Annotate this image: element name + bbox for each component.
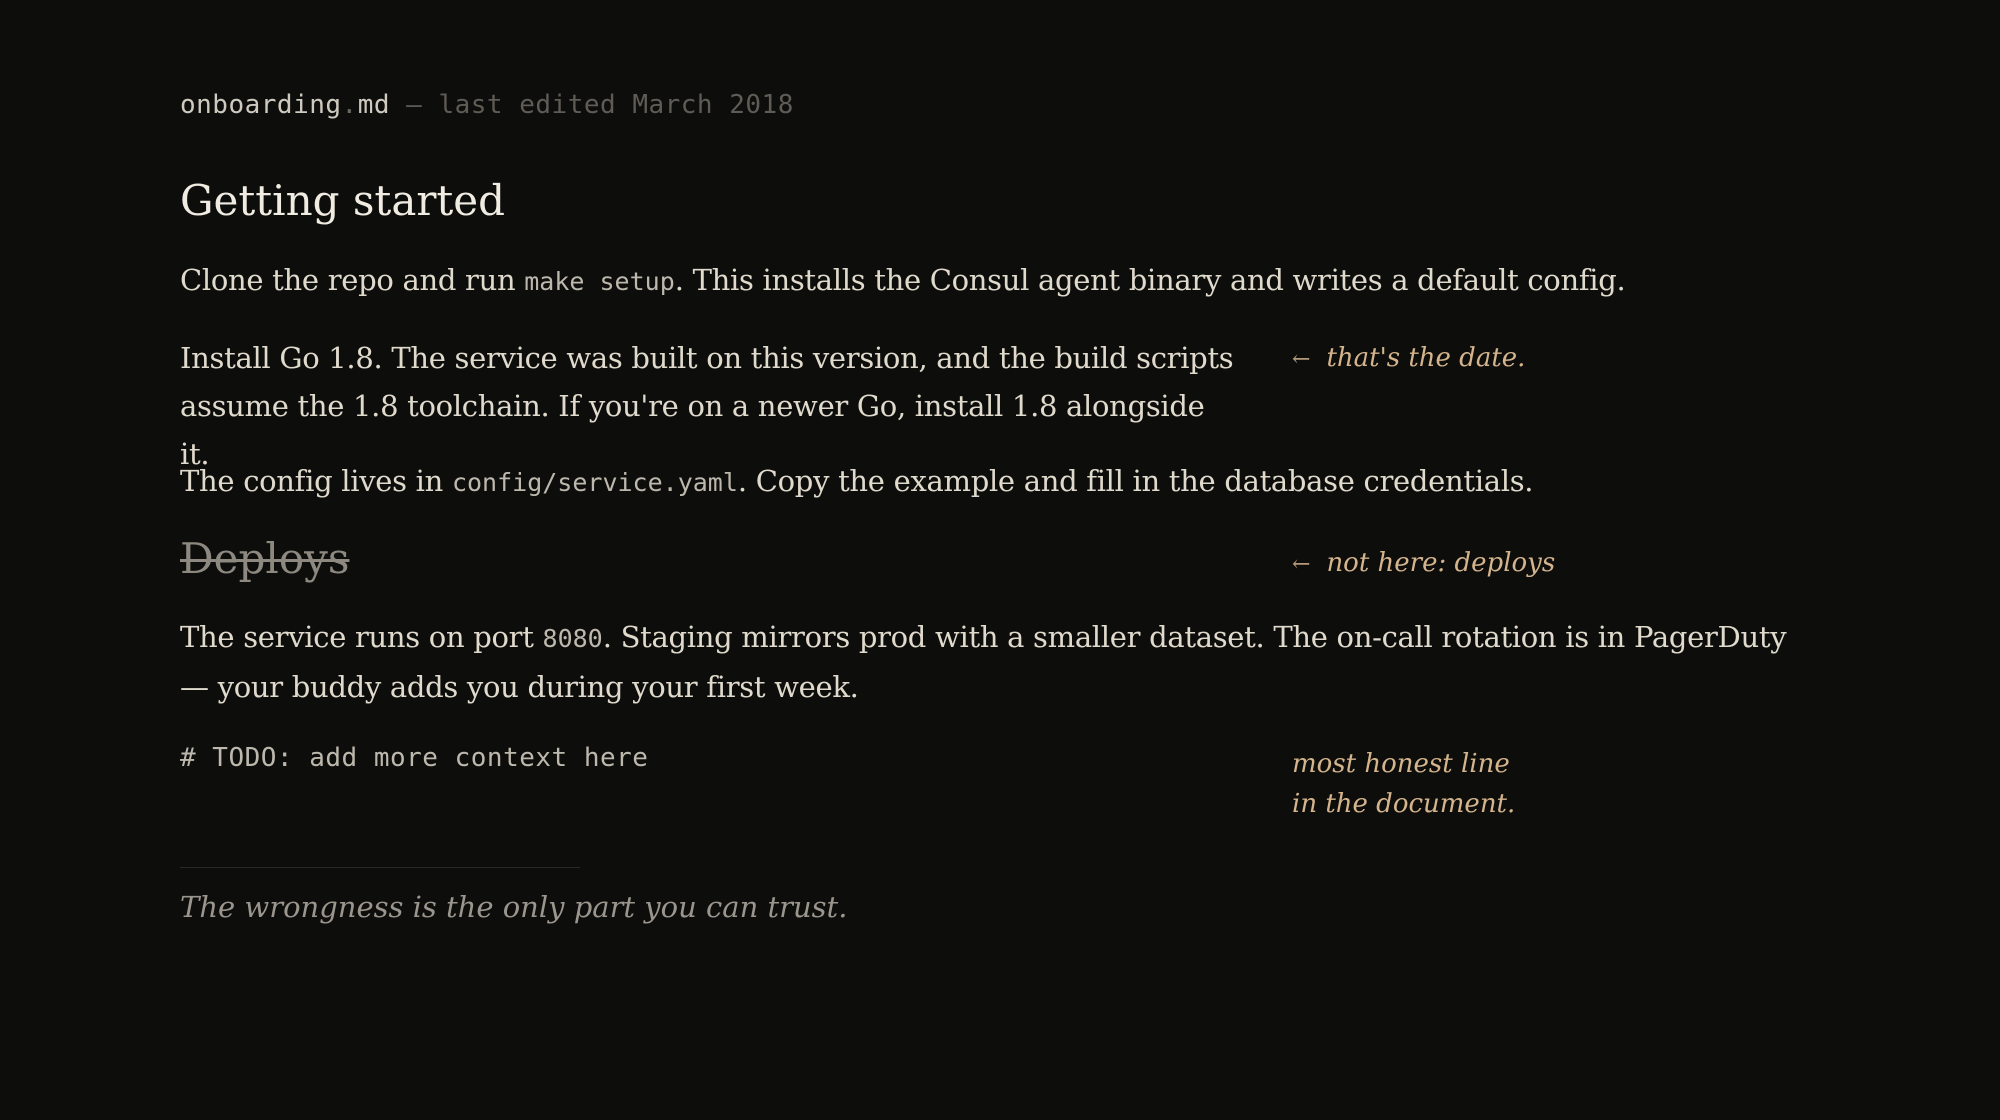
clone-text-before: Clone the repo and run — [180, 263, 525, 297]
service-text-after: . Staging mirrors prod with a smaller dataset. The on-call rotation is in PagerDuty — your buddy adds you during your first week. — [180, 620, 1787, 704]
margin-note-deploys — [1292, 548, 1555, 578]
inline-code-make-setup: make setup — [524, 267, 675, 296]
margin-note-date-text: that's the date. — [1326, 343, 1526, 373]
config-text-before: The config lives in — [180, 464, 452, 498]
heading-getting-started: Getting started — [180, 176, 506, 225]
file-extension-dot: . — [341, 90, 358, 120]
inline-code-config-path: config/service.yaml — [451, 468, 738, 497]
paragraph-clone — [180, 256, 1820, 306]
file-name: onboarding — [180, 90, 342, 120]
left-arrow-icon: ← — [1292, 552, 1311, 577]
closing-line: The wrongness is the only part you can trust. — [180, 890, 848, 924]
service-text-before: The service runs on port — [180, 620, 543, 654]
todo-comment: # TODO: add more context here — [180, 743, 649, 773]
margin-note-honest — [1292, 744, 1592, 824]
file-extension: md — [357, 90, 391, 120]
last-edited-meta: — last edited March 2018 — [390, 90, 794, 120]
heading-deploys-struck: Deploys — [180, 534, 350, 583]
margin-note-honest-line1: most honest line — [1292, 749, 1510, 779]
margin-note-deploys-text: not here: deploys — [1326, 548, 1556, 578]
margin-note-date — [1292, 343, 1525, 373]
config-text-after: . Copy the example and fill in the database credentials. — [737, 464, 1534, 498]
divider — [180, 867, 580, 868]
margin-note-honest-line2: in the document. — [1292, 789, 1516, 819]
paragraph-service — [180, 613, 1820, 711]
paragraph-install-go: Install Go 1.8. The service was built on this version, and the build scripts assume the 1.8 toolchain. If you're on a newer Go, install 1.8 alongside it. — [180, 341, 1234, 471]
left-arrow-icon: ← — [1292, 347, 1311, 372]
file-title-line — [180, 90, 794, 120]
paragraph-config — [180, 457, 1820, 507]
inline-code-port: 8080 — [542, 624, 603, 653]
clone-text-after: . This installs the Consul agent binary and writes a default config. — [674, 263, 1626, 297]
